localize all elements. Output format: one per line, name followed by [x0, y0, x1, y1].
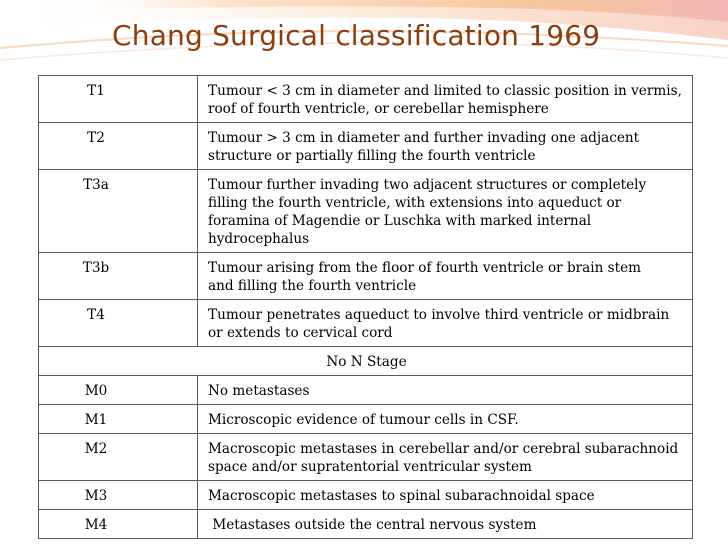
- stage-code: T1: [39, 76, 198, 123]
- stage-description: Macroscopic metastases to spinal subarachnoidal space: [198, 481, 693, 510]
- table-row: [39, 510, 693, 539]
- table-row: [39, 434, 693, 481]
- stage-description: Tumour further invading two adjacent structures or completely filling the fourth ventricle, with extensions into aqueduct or foramina of Magendie or Luschka with marked internal hydrocephalus: [198, 170, 693, 253]
- stage-description: Tumour > 3 cm in diameter and further invading one adjacent structure or partially filling the fourth ventricle: [198, 123, 693, 170]
- table-row: [39, 170, 693, 253]
- stage-code: T3a: [39, 170, 198, 253]
- stage-code: T2: [39, 123, 198, 170]
- table-row: [39, 405, 693, 434]
- stage-code: M4: [39, 510, 198, 539]
- stage-code: T4: [39, 300, 198, 347]
- table-row: [39, 253, 693, 300]
- stage-description: Macroscopic metastases in cerebellar and/or cerebral subarachnoid space and/or supratentorial ventricular system: [198, 434, 693, 481]
- stage-description: Tumour arising from the floor of fourth ventricle or brain stem and filling the fourth ventricle: [198, 253, 693, 300]
- stage-code: M3: [39, 481, 198, 510]
- stage-code: M0: [39, 376, 198, 405]
- table-row: [39, 123, 693, 170]
- stage-code: M2: [39, 434, 198, 481]
- table-row: [39, 300, 693, 347]
- table-row: [39, 376, 693, 405]
- stage-code: T3b: [39, 253, 198, 300]
- stage-description: Metastases outside the central nervous system: [198, 510, 693, 539]
- n-stage-label: No N Stage: [39, 347, 693, 376]
- stage-description: Tumour penetrates aqueduct to involve third ventricle or midbrain or extends to cervical cord: [198, 300, 693, 347]
- n-stage-row: [39, 347, 693, 376]
- classification-table: [38, 75, 693, 539]
- stage-description: Microscopic evidence of tumour cells in CSF.: [198, 405, 693, 434]
- table-row: [39, 481, 693, 510]
- stage-description: Tumour < 3 cm in diameter and limited to classic position in vermis, roof of fourth ventricle, or cerebellar hemisphere: [198, 76, 693, 123]
- stage-description: No metastases: [198, 376, 693, 405]
- table-row: [39, 76, 693, 123]
- slide-title: Chang Surgical classification 1969: [112, 19, 601, 52]
- stage-code: M1: [39, 405, 198, 434]
